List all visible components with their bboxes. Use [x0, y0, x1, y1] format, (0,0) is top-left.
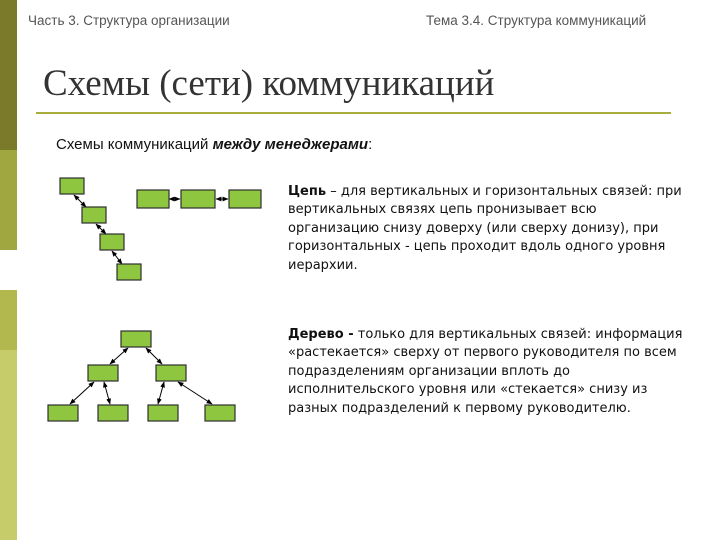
chain-term: Цепь	[288, 184, 327, 199]
tree-root-node	[121, 331, 151, 347]
tree-connector	[146, 348, 162, 364]
chain-description	[288, 183, 688, 275]
tree-node	[88, 365, 118, 381]
tree-leaf-node	[205, 405, 235, 421]
subtitle-emphasis: между менеджерами	[212, 136, 369, 153]
tree-connector	[158, 382, 164, 404]
tree-leaf-node	[148, 405, 178, 421]
tree-diagram	[48, 331, 235, 421]
tree-connector	[70, 382, 94, 404]
chain-connector	[112, 251, 122, 264]
chain-node	[60, 178, 84, 194]
tree-text: только для вертикальных связей: информация «растекается» сверху от первого руководителя по всем подразделениям организации вплоть до исполнительского уровня или «стекается» снизу из разных подразделений к первому руководителю.	[288, 327, 683, 416]
tree-node	[156, 365, 186, 381]
subtitle-suffix: :	[368, 136, 373, 153]
chain-connector	[74, 195, 86, 207]
tree-connector	[178, 382, 212, 404]
chain-node	[82, 207, 106, 223]
tree-description	[288, 326, 688, 418]
header-part: Часть 3. Структура организации	[28, 13, 230, 28]
chain-node	[137, 190, 169, 208]
tree-connector	[110, 348, 128, 364]
horizontal-chain-diagram	[137, 190, 261, 208]
chain-node	[229, 190, 261, 208]
tree-term: Дерево -	[288, 327, 354, 342]
chain-node	[117, 264, 141, 280]
chain-node	[181, 190, 215, 208]
vertical-chain-diagram	[60, 178, 141, 280]
tree-leaf-node	[48, 405, 78, 421]
tree-connector	[104, 382, 110, 404]
subtitle-prefix: Схемы коммуникаций	[56, 136, 213, 153]
slide-title: Схемы (сети) коммуникаций	[43, 63, 495, 104]
chain-node	[100, 234, 124, 250]
chain-connector	[96, 224, 106, 234]
chain-text: – для вертикальных и горизонтальных связей: при вертикальных связях цепь пронизывает всю организацию снизу доверху (или сверху донизу), при горизонтальных - цепь проходит вдоль одного уровня иерархии.	[288, 184, 682, 273]
tree-leaf-node	[98, 405, 128, 421]
header-topic: Тема 3.4. Структура коммуникаций	[426, 13, 647, 28]
